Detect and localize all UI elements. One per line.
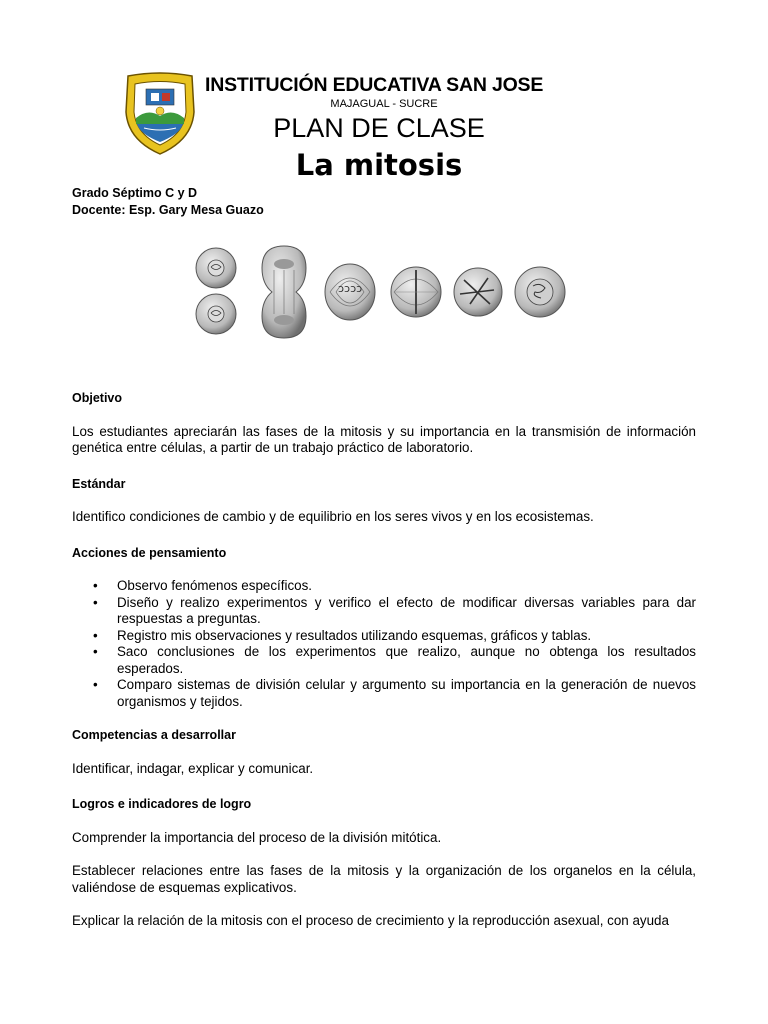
institution-location: MAJAGUAL - SUCRE	[330, 98, 438, 110]
standard-text: Identifico condiciones de cambio y de equilibrio en los seres vivos y en los ecosistemas.	[72, 509, 594, 524]
school-crest-logo	[122, 72, 198, 156]
svg-text:ɔɔɔɔ: ɔɔɔɔ	[338, 282, 363, 295]
anaphase-cell	[325, 264, 375, 320]
list-item: • Diseño y realizo experimentos y verifico el efecto de modificar diversas variables para dar respuestas a preguntas.	[93, 594, 696, 626]
bullet-icon: •	[93, 627, 98, 643]
actions-list	[72, 578, 696, 710]
competencies-text: Identificar, indagar, explicar y comunicar.	[72, 760, 314, 776]
prometaphase-cell	[454, 268, 502, 316]
achievements-heading: Logros e indicadores de logro	[72, 797, 252, 811]
list-item: • Observo fenómenos específicos.	[93, 578, 313, 593]
standard-heading: Estándar	[72, 476, 126, 491]
achievement-paragraph-1: Comprender la importancia del proceso de la división mitótica.	[72, 829, 442, 845]
achievement-paragraph-2: Establecer relaciones entre las fases de la mitosis y la organización de los organelos en la célula, valiéndose de esquemas explicativos.	[72, 863, 696, 895]
competencies-heading: Competencias a desarrollar	[72, 728, 236, 742]
bullet-icon: •	[93, 644, 98, 659]
objective-text: Los estudiantes apreciarán las fases de la mitosis y su importancia en la transmisión de información genética entre células, a partir de un trabajo práctico de laboratorio.	[72, 423, 696, 455]
list-item: • Registro mis observaciones y resultados utilizando esquemas, gráficos y tablas.	[93, 627, 592, 643]
prophase-cell	[515, 267, 565, 317]
list-item: • Comparo sistemas de división celular y argumento su importancia en la generación de nuevos organismos y tejidos.	[93, 677, 696, 709]
institution-name: INSTITUCIÓN EDUCATIVA SAN JOSE	[205, 74, 544, 96]
telophase-cell	[262, 246, 306, 338]
topic-title: La mitosis	[295, 148, 463, 182]
teacher-line: Docente: Esp. Gary Mesa Guazo	[72, 203, 264, 217]
bullet-icon: •	[93, 594, 98, 610]
actions-heading: Acciones de pensamiento	[72, 545, 227, 560]
achievement-paragraph-3: Explicar la relación de la mitosis con el proceso de crecimiento y la reproducción asexual, con ayuda	[72, 913, 669, 928]
plan-title: PLAN DE CLASE	[273, 113, 485, 143]
list-item: • Saco conclusiones de los experimentos que realizo, aunque no obtenga los resultados esperados.	[93, 644, 696, 676]
metaphase-cell	[391, 267, 441, 317]
bullet-icon: •	[93, 578, 98, 593]
bullet-icon: •	[93, 677, 98, 692]
daughter-cells	[196, 248, 236, 334]
grade-line: Grado Séptimo C y D	[72, 186, 198, 200]
lesson-content	[72, 390, 696, 947]
mitosis-phases-image	[190, 240, 580, 352]
objective-heading: Objetivo	[72, 391, 123, 405]
